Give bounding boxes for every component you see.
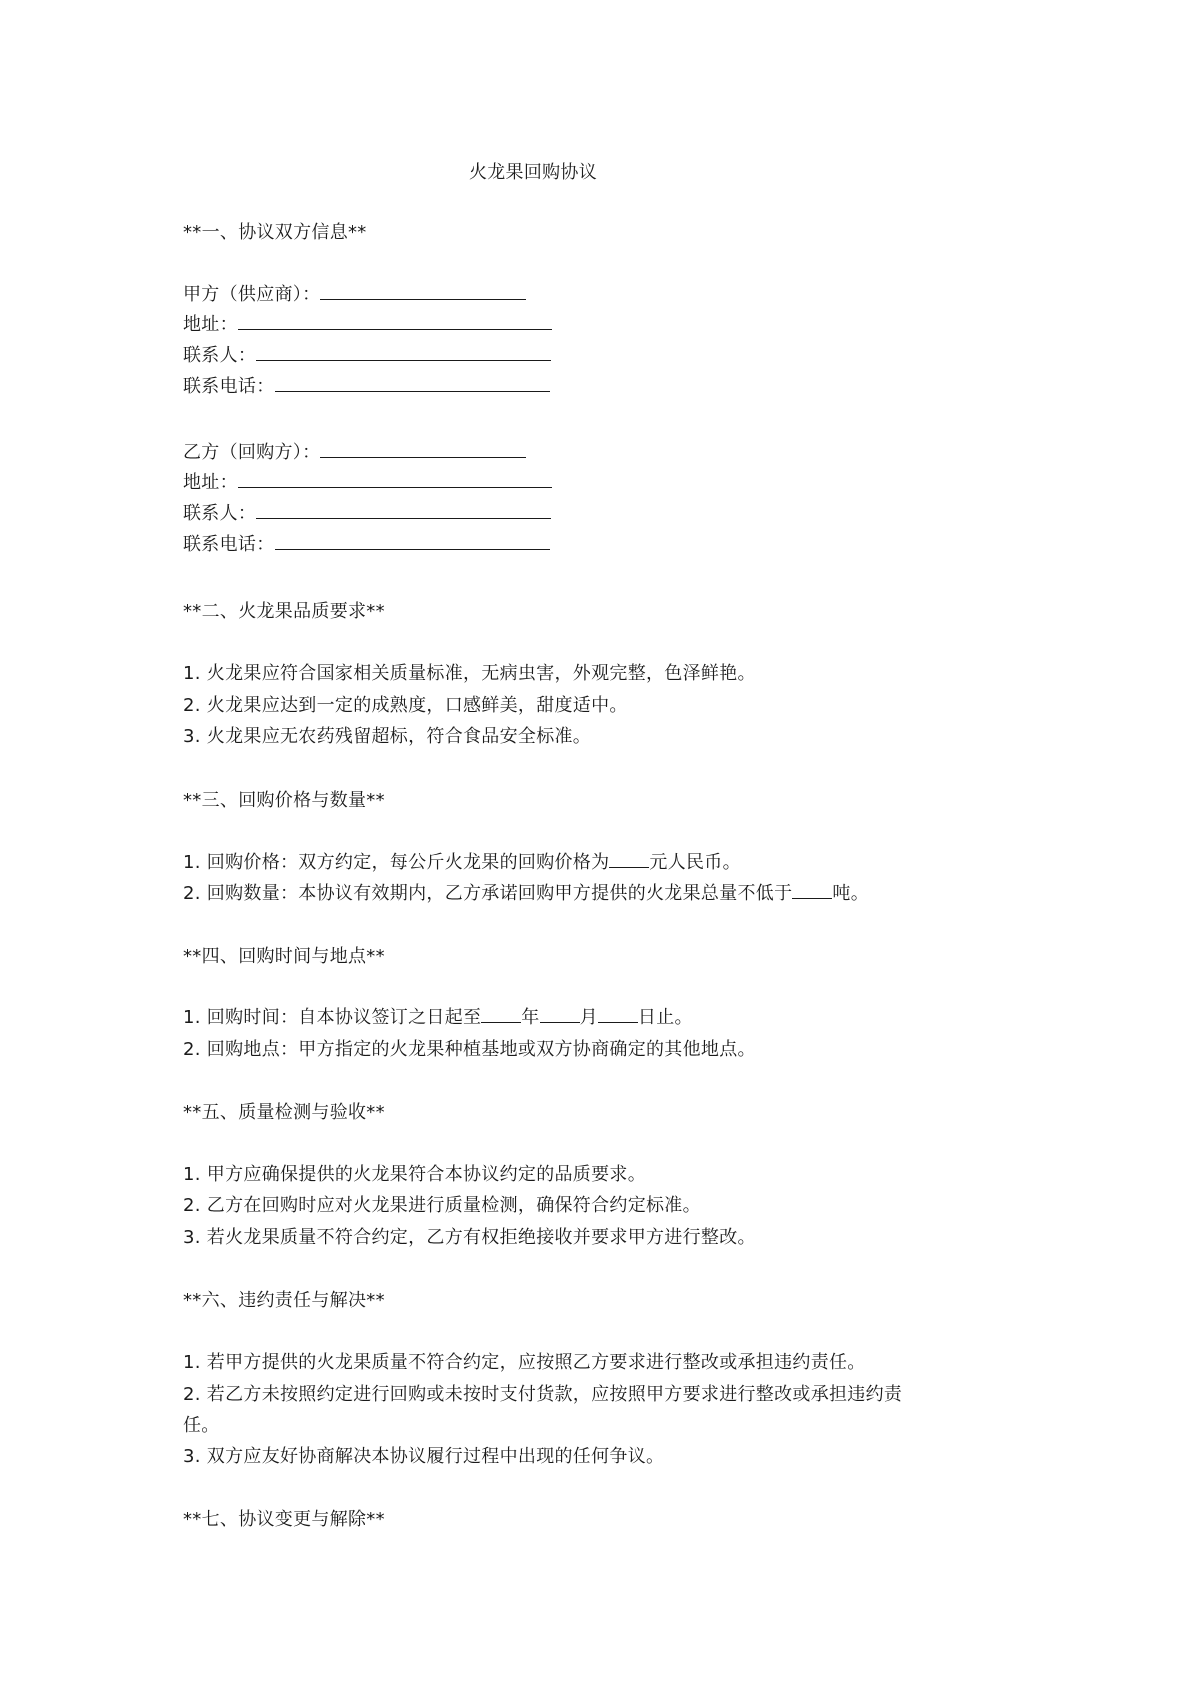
- section-4-heading: **四、回购时间与地点**: [183, 946, 385, 967]
- section-3-heading: **三、回购价格与数量**: [183, 790, 385, 811]
- document-title: 火龙果回购协议: [468, 162, 598, 183]
- year-blank: [481, 1005, 521, 1023]
- section-2-heading: **二、火龙果品质要求**: [183, 601, 385, 622]
- inspection-item-2: 2. 乙方在回购时应对火龙果进行质量检测，确保符合约定标准。: [183, 1195, 701, 1216]
- party-a-label: 甲方（供应商）：: [183, 284, 321, 305]
- party-b-contact-blank: [256, 501, 551, 519]
- party-a-phone-label: 联系电话：: [183, 376, 275, 397]
- price-text-start: 1. 回购价格：双方约定，每公斤火龙果的回购价格为: [183, 852, 610, 873]
- party-b-address-blank: [238, 470, 552, 488]
- party-a-address-label: 地址：: [183, 314, 238, 335]
- liability-item-3: 3. 双方应友好协商解决本协议履行过程中出现的任何争议。: [183, 1446, 665, 1467]
- quality-item-2: 2. 火龙果应达到一定的成熟度，口感鲜美，甜度适中。: [183, 695, 628, 716]
- day-blank: [598, 1005, 638, 1023]
- party-b-blank: [320, 440, 526, 458]
- party-b-address-row: [183, 470, 552, 496]
- price-item: [183, 850, 741, 876]
- quantity-blank: [792, 881, 832, 899]
- time-text-start: 1. 回购时间：自本协议签订之日起至: [183, 1007, 482, 1028]
- party-a-address-blank: [238, 312, 552, 330]
- month-label: 月: [579, 1007, 598, 1028]
- party-b-contact-row: [183, 501, 551, 527]
- quantity-text-start: 2. 回购数量：本协议有效期内，乙方承诺回购甲方提供的火龙果总量不低于: [183, 883, 793, 904]
- month-blank: [540, 1005, 580, 1023]
- section-6-heading: **六、违约责任与解决**: [183, 1290, 385, 1311]
- party-a-blank: [320, 282, 526, 300]
- party-a-row: [183, 282, 526, 308]
- party-a-contact-blank: [256, 343, 551, 361]
- party-b-address-label: 地址：: [183, 472, 238, 493]
- price-blank: [609, 850, 649, 868]
- party-a-contact-row: [183, 343, 551, 369]
- party-b-phone-label: 联系电话：: [183, 534, 275, 555]
- quantity-text-end: 吨。: [832, 883, 870, 904]
- party-a-phone-row: [183, 374, 550, 400]
- price-text-end: 元人民币。: [649, 852, 741, 873]
- quantity-item: [183, 881, 869, 907]
- party-b-phone-blank: [275, 532, 550, 550]
- quality-item-3: 3. 火龙果应无农药残留超标，符合食品安全标准。: [183, 726, 592, 747]
- party-a-contact-label: 联系人：: [183, 345, 257, 366]
- party-a-phone-blank: [275, 374, 550, 392]
- year-label: 年: [521, 1007, 540, 1028]
- party-a-address-row: [183, 312, 552, 338]
- inspection-item-3: 3. 若火龙果质量不符合约定，乙方有权拒绝接收并要求甲方进行整改。: [183, 1227, 756, 1248]
- inspection-item-1: 1. 甲方应确保提供的火龙果符合本协议约定的品质要求。: [183, 1164, 646, 1185]
- day-end-label: 日止。: [637, 1007, 693, 1028]
- party-b-phone-row: [183, 532, 550, 558]
- section-1-heading: **一、协议双方信息**: [183, 222, 367, 243]
- party-b-label: 乙方（回购方）：: [183, 442, 321, 463]
- party-b-contact-label: 联系人：: [183, 503, 257, 524]
- liability-item-2-line-1: 2. 若乙方未按照约定进行回购或未按时支付货款，应按照甲方要求进行整改或承担违约责: [183, 1384, 903, 1405]
- section-7-heading: **七、协议变更与解除**: [183, 1509, 385, 1530]
- quality-item-1: 1. 火龙果应符合国家相关质量标准，无病虫害，外观完整，色泽鲜艳。: [183, 663, 756, 684]
- liability-item-1: 1. 若甲方提供的火龙果质量不符合约定，应按照乙方要求进行整改或承担违约责任。: [183, 1352, 866, 1373]
- section-5-heading: **五、质量检测与验收**: [183, 1102, 385, 1123]
- time-item: [183, 1005, 693, 1031]
- place-item: 2. 回购地点：甲方指定的火龙果种植基地或双方协商确定的其他地点。: [183, 1039, 756, 1060]
- party-b-row: [183, 440, 526, 466]
- liability-item-2-line-2: 任。: [183, 1415, 220, 1436]
